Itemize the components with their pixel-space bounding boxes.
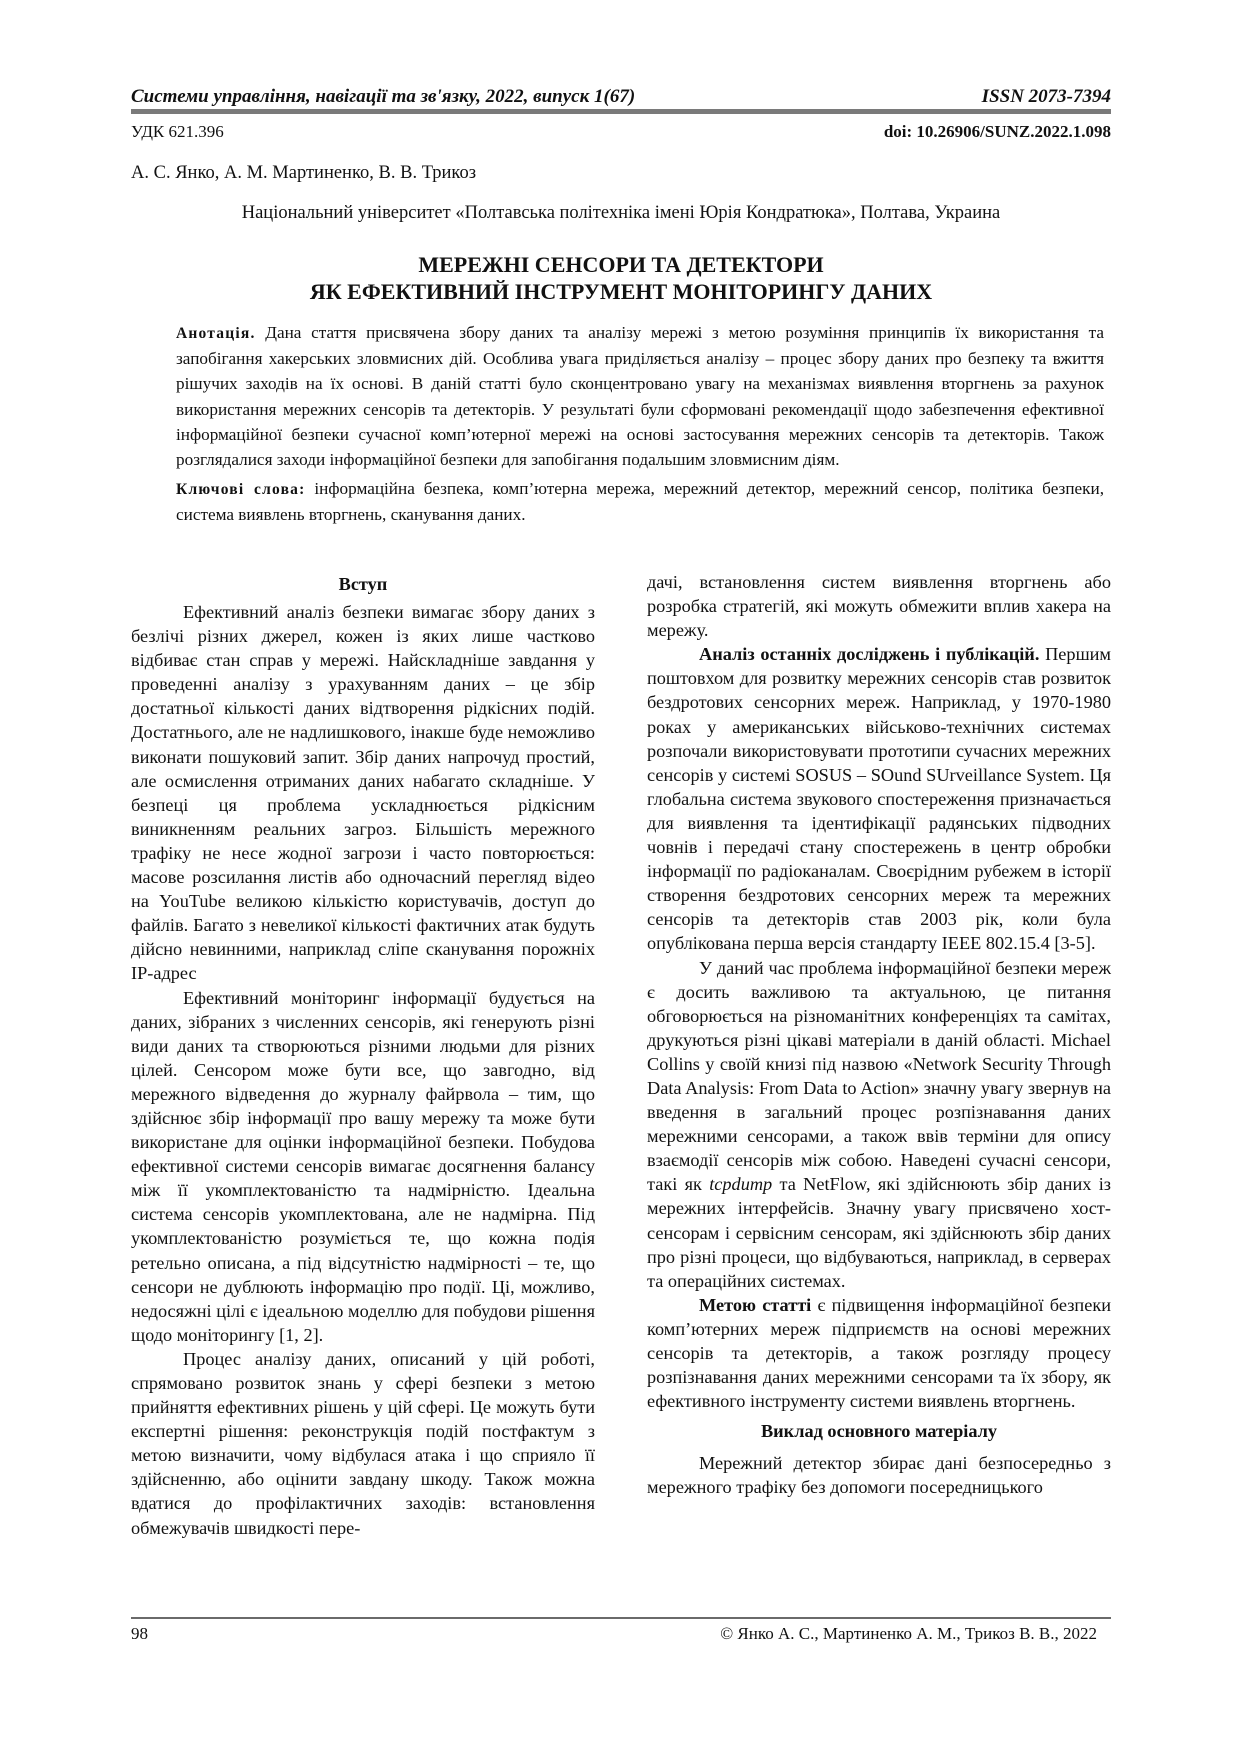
paragraph-continuation: дачі, встановлення систем виявлення вторгнень або розробка стратегій, які можуть обмежити вплив хакера на мережу. (647, 572, 1111, 641)
journal-title: Системи управління, навігації та зв'язку, 2022, випуск 1(67) (131, 86, 636, 107)
abstract (176, 320, 1104, 472)
title-line-1: МЕРЕЖНІ СЕНСОРИ ТА ДЕТЕКТОРИ (418, 252, 824, 277)
page-number: 98 (131, 1624, 148, 1643)
goal-label: Метою статті (699, 1294, 812, 1315)
section-heading-intro: Вступ (338, 574, 388, 594)
udc-code: УДК 621.396 (131, 122, 224, 141)
body-columns (131, 570, 1111, 1605)
tcpdump-term: tcpdump (709, 1174, 773, 1195)
goal-text: є підвищення інформаційної безпеки комп’ютерних мереж підприємств на основі мережних сенсорів та детекторів, а також розгляду процесу розпізнавання даних мережними сенсорами та їх збору, як ефективного інструменту системи виявлень вторгнень. (647, 1294, 1111, 1412)
keywords-text: інформаційна безпека, комп’ютерна мережа, мережний детектор, мережний сенсор, політика безпеки, система виявлень вторгнень, сканування даних. (176, 479, 1104, 525)
article-title (131, 251, 1111, 305)
affiliation: Національний університет «Полтавська політехніка імені Юрія Кондратюка», Полтава, Украина (241, 203, 1001, 223)
paragraph: Ефективний аналіз безпеки вимагає збору даних з безлічі різних джерел, кожен із яких лише частково відбиває стан справ у мережі. Найскладніше завдання у проведенні аналізу з урахуванням даних – це збір достатньої кількості даних відтворення рідкісних подій. Достатнього, але не надлишкового, інакше буде неможливо виконати пошуковий запит. Збір даних напрочуд простий, але осмислення отриманих даних набагато складніше. У безпеці ця проблема ускладнюється рідкісним виникненням реальних загроз. Більшість мережного трафіку не несе жодної загрози і часто повторюється: масове розсилання листів або одночасний перегляд відео на YouTube великою кількістю користувачів, доступ до файлів. Багато з невеликої кількості фактичних атак будуть дійсно невинними, наприклад сліпе сканування порожніх IP-адрес (131, 602, 595, 984)
analysis-text: Першим поштовхом для розвитку мережних сенсорів став розвиток бездротових сенсорних мереж. Наприклад, у 1970-1980 роках у американських військово-технічних системах розпочали використовувати прототипи сучасних мережних сенсорів у системі SOSUS – SOund SUrveillance System. Ця глобальна система звукового спостереження призначається для виявлення та ідентифікації радянських підводних човнів і передачі стану спостережень в центр обробки інформації по радіоканалам. Своєрідним рубежем в історії створення бездротових сенсорних мереж та мережних сенсорів та детекторів став 2003 рік, коли була опублікована перша версія стандарту IEEE 802.15.4 [3-5]. (647, 644, 1111, 954)
footer-rule (131, 1617, 1111, 1619)
title-line-2: ЯК ЕФЕКТИВНИЙ ІНСТРУМЕНТ МОНІТОРИНГУ ДАНИХ (309, 279, 933, 304)
issn: ISSN 2073-7394 (981, 86, 1111, 107)
meta-row (131, 119, 1111, 145)
paragraph: Ефективний моніторинг інформації будується на даних, зібраних з численних сенсорів, які генерують різні види даних та створюються різними людьми для різних цілей. Сенсором може бути все, що завгодно, від мережного відведення до журналу файрвола – тим, що здійснює збір інформації про вашу мережу та може бути використане для оцінки інформаційної безпеки. Побудова ефективної системи сенсорів вимагає досягнення балансу між її укомплектованістю та надмірністю. Ідеальна система сенсорів укомплектована, але не надмірна. Під укомплектованістю розуміється те, що кожна подія ретельно описана, а під відсутністю надмірності – те, що сенсори не дублюють інформацію про події. Ці, можливо, недосяжні цілі є ідеальною моделлю для побудови рішення щодо моніторингу [1, 2]. (131, 987, 595, 1345)
paragraph (647, 956, 1111, 1293)
paragraph-analysis (647, 642, 1111, 955)
para2-before: У даний час проблема інформаційної безпеки мереж є досить важливою та актуальною, це питання обговорюється на різноманітних конференціях та самітах, друкуються різні цікаві матеріали в даній області. Michael Collins у своїй книзі під назвою «Network Security Through Data Analysis: From Data to Action» значну увагу звернув на введення в загальний процес розпізнавання даних мережними сенсорами, а також ввів терміни для опису взаємодії сенсорів між собою. Наведені сучасні сенсори, такі як (647, 957, 1111, 1195)
paragraph: Мережний детектор збирає дані безпосередньо з мережного трафіку без допомоги посередницького (647, 1453, 1111, 1498)
paragraph-goal (647, 1293, 1111, 1413)
section-heading-wrapper (647, 1413, 1111, 1451)
header-rule (131, 109, 1111, 114)
abstract-block (176, 320, 1104, 528)
paragraph: Процес аналізу даних, описаний у цій роботі, спрямовано розвиток знань у сфері безпеки з метою прийняття ефективних рішень у цій сфері. Це можуть бути експертні рішення: реконструкція подій постфактум з метою визначити, чому відбулася атака і що сприяло її здійсненню, або оцінити завдану шкоду. Також можна вдатися до профілактичних заходів: встановлення обмежувачів швидкості пере- (131, 1348, 595, 1538)
authors: А. С. Янко, А. М. Мартиненко, В. В. Трикоз (131, 163, 477, 183)
doi-link[interactable]: doi: 10.26906/SUNZ.2022.1.098 (883, 122, 1111, 141)
right-column (647, 570, 1111, 1605)
section-heading-main: Виклад основного матеріалу (760, 1421, 998, 1442)
abstract-text: Дана стаття присвячена збору даних та аналізу мережі з метою розуміння принципів їх використання та запобігання хакерських зловмисних дій. Особлива увага приділяється аналізу – процес збору даних про безпеку та вжиття рішучих заходів на їх основі. В даній статті було сконцентровано увагу на механізмах виявлення вторгнень за рахунок використання мережних сенсорів та детекторів. У результаті були сформовані рекомендації щодо забезпечення ефективної інформаційної безпеки сучасної комп’ютерної мережі на основі застосування мережних сенсорів та детекторів. Також розглядалися заходи інформаційної безпеки для запобігання подальшим зловмисним діям. (176, 323, 1105, 470)
analysis-label: Аналіз останніх досліджень і публікацій. (699, 644, 1040, 665)
left-column (131, 570, 595, 1605)
page-footer (131, 1624, 1097, 1644)
copyright: © Янко А. С., Мартиненко А. М., Трикоз В. В., 2022 (720, 1624, 1097, 1643)
abstract-label: Анотація. (176, 325, 256, 342)
keywords-label: Ключові слова: (176, 481, 306, 499)
keywords (176, 476, 1104, 527)
para2-after: та NetFlow, які здійснюють збір даних із мережних інтерфейсів. Значну увагу присвячено хост-сенсорам і сервісним сенсорам, які здійснюють збір даних про різні процеси, що відбуваються, наприклад, в серверах та операційних системах. (647, 1174, 1111, 1291)
running-header (131, 78, 1111, 108)
